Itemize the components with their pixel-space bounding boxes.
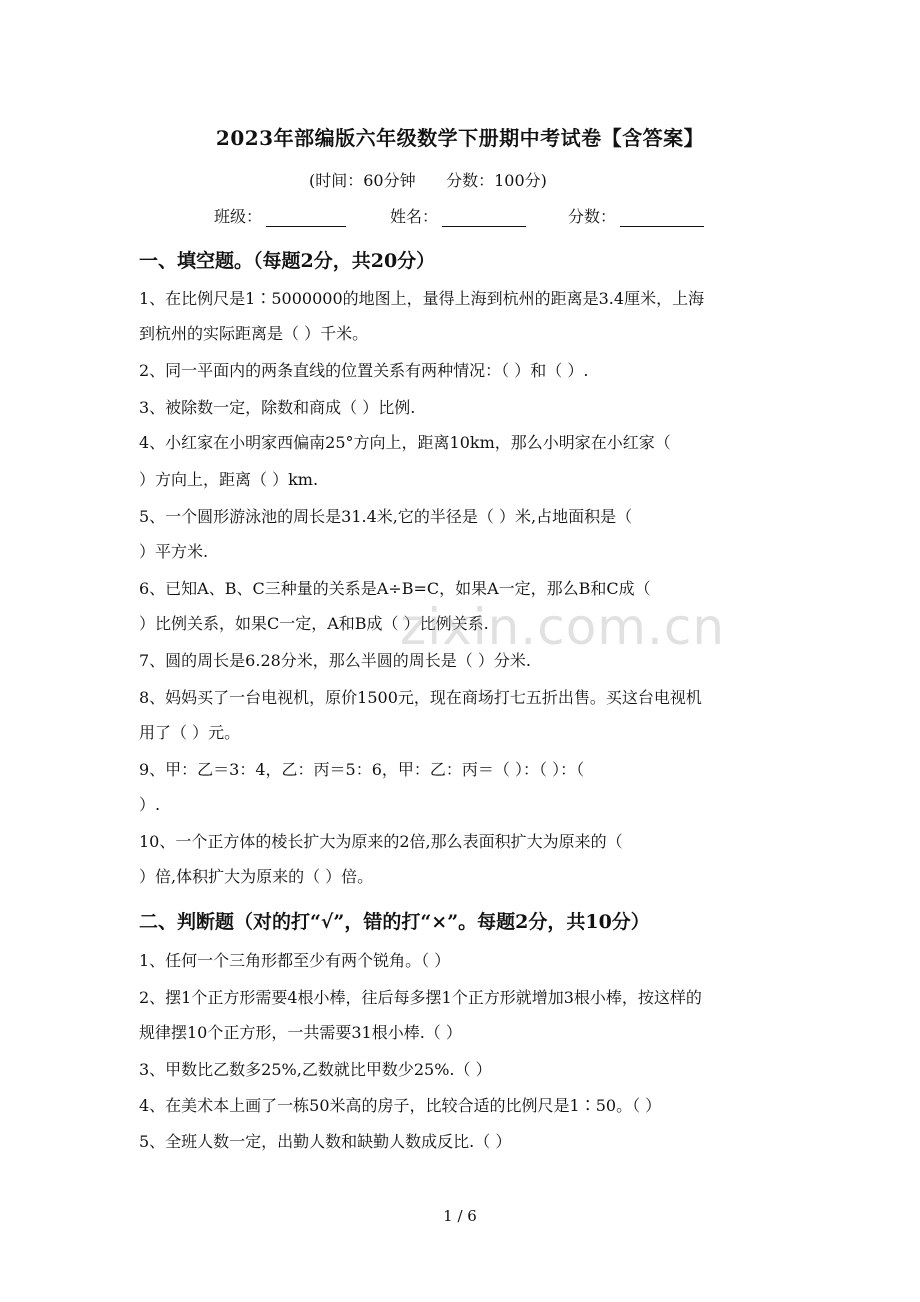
exam-subtitle: (时间：60分钟 分数：100分)	[309, 171, 547, 190]
page-number: 1 / 6	[443, 1207, 477, 1225]
section-true-false-heading: 二、判断题（对的打“√”，错的打“×”。每题2分，共10分）	[139, 911, 650, 933]
question-line: 规律摆10个正方形，一共需要31根小棒.（ ）	[139, 1023, 462, 1042]
question-line: ）倍,体积扩大为原来的（ ）倍。	[139, 867, 374, 886]
student-info-row	[214, 204, 704, 227]
class-label: 班级：	[214, 207, 263, 226]
question-line: 6、已知A、B、C三种量的关系是A÷B=C，如果A一定，那么B和C成（	[139, 579, 651, 598]
name-label: 姓名：	[390, 207, 439, 226]
class-field	[214, 204, 390, 227]
question-line: 用了（ ）元。	[139, 723, 241, 742]
exam-title: 2023年部编版六年级数学下册期中考试卷【含答案】	[215, 126, 705, 150]
score-field	[568, 204, 704, 227]
question-line: 10、一个正方体的棱长扩大为原来的2倍,那么表面积扩大为原来的（	[139, 832, 623, 851]
class-blank[interactable]	[266, 208, 346, 227]
question-line: 3、被除数一定，除数和商成（ ）比例.	[139, 398, 416, 417]
question-line: 3、甲数比乙数多25%,乙数就比甲数少25%.（ ）	[139, 1060, 492, 1079]
question-line: 7、圆的周长是6.28分米，那么半圆的周长是（ ）分米.	[139, 651, 531, 670]
question-line: 1、任何一个三角形都至少有两个锐角。（ ）	[139, 951, 451, 970]
score-blank[interactable]	[620, 208, 704, 227]
question-line: 1、在比例尺是1∶5000000的地图上，量得上海到杭州的距离是3.4厘米，上海	[139, 289, 705, 308]
question-line: 5、全班人数一定，出勤人数和缺勤人数成反比.（ ）	[139, 1132, 512, 1151]
section-fill-blank-heading: 一、填空题。（每题2分，共20分）	[139, 250, 436, 272]
question-line: 4、在美术本上画了一栋50米高的房子，比较合适的比例尺是1∶50。（ ）	[139, 1096, 662, 1115]
name-blank[interactable]	[442, 208, 526, 227]
question-line: ）方向上，距离（ ）km.	[139, 470, 319, 489]
question-line: 5、一个圆形游泳池的周长是31.4米,它的半径是（ ）米,占地面积是（	[139, 507, 633, 526]
question-line: 9、甲：乙＝3：4，乙：丙＝5：6，甲：乙：丙＝（ ）：（ ）：（	[139, 760, 585, 779]
question-line: 2、摆1个正方形需要4根小棒，往后每多摆1个正方形就增加3根小棒，按这样的	[139, 988, 702, 1007]
question-line: 4、小红家在小明家西偏南25°方向上，距离10km，那么小明家在小红家（	[139, 433, 671, 452]
question-line: 2、同一平面内的两条直线的位置关系有两种情况：（ ）和（ ）.	[139, 361, 589, 380]
question-line: ）平方米.	[139, 542, 209, 561]
question-line: 到杭州的实际距离是（ ）千米。	[139, 324, 369, 343]
score-label: 分数：	[568, 207, 617, 226]
watermark: zixin.com.cn	[400, 598, 726, 656]
question-line: ）.	[139, 795, 161, 814]
question-line: 8、妈妈买了一台电视机，原价1500元，现在商场打七五折出售。买这台电视机	[139, 688, 702, 707]
name-field	[390, 204, 568, 227]
question-line: ）比例关系，如果C一定，A和B成（ ）比例关系.	[139, 614, 489, 633]
